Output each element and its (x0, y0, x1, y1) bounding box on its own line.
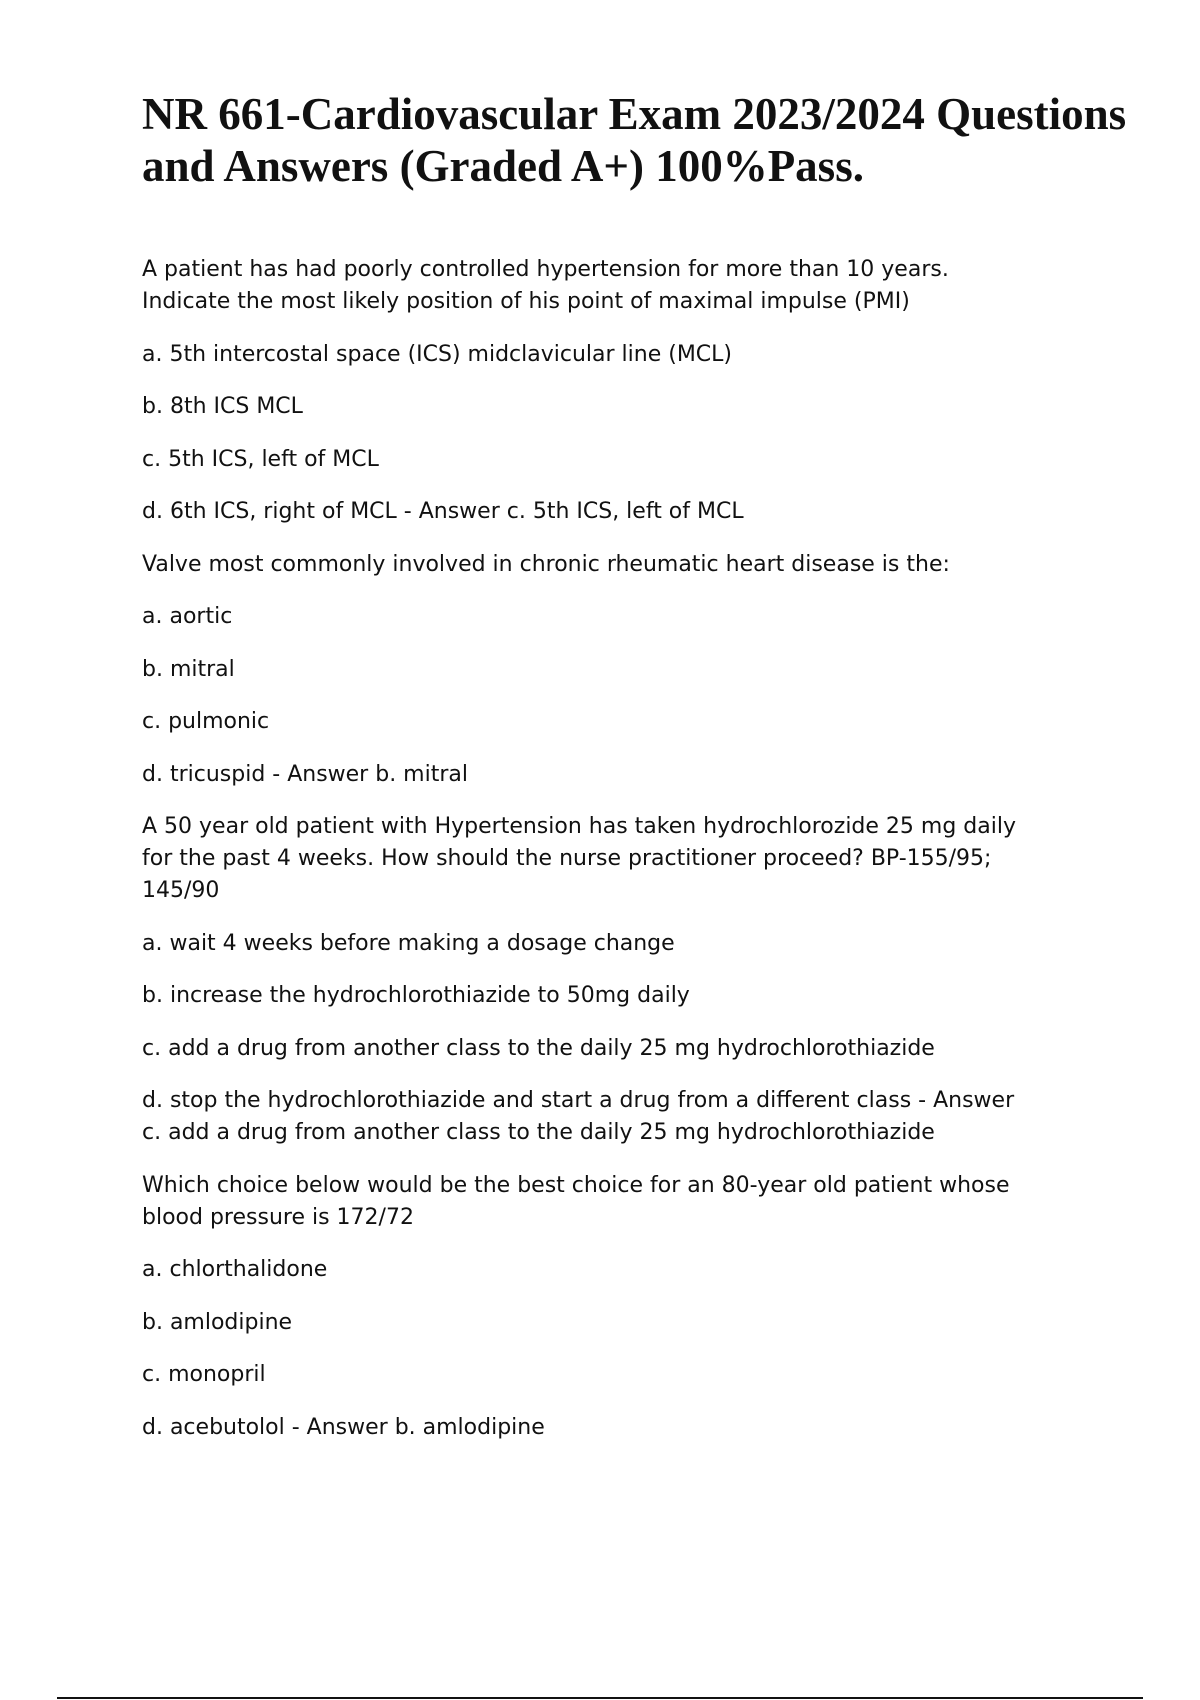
answer-option-1b: b. 8th ICS MCL (142, 394, 303, 419)
answer-option-3a: a. wait 4 weeks before making a dosage change (142, 930, 675, 956)
question-stem-1: A patient has had poorly controlled hypertension for more than 10 years. Indicate the most likely position of his point of maximal impulse (PMI) (142, 257, 949, 314)
question-stem-4: Which choice below would be the best choice for an 80-year old patient whose blood pressure is 172/72 (142, 1172, 1010, 1230)
answer-option-1d: d. 6th ICS, right of MCL - Answer c. 5th ICS, left of MCL (142, 499, 744, 524)
answer-option-4a: a. chlorthalidone (142, 1257, 328, 1282)
answer-option-1a: a. 5th intercostal space (ICS) midclavicular line (MCL) (142, 341, 733, 367)
question-list (142, 254, 1102, 1464)
question-stem-2: Valve most commonly involved in chronic rheumatic heart disease is the: (142, 551, 950, 577)
answer-option-2c: c. pulmonic (142, 709, 270, 734)
answer-option-2b: b. mitral (142, 656, 235, 682)
answer-option-2d: d. tricuspid - Answer b. mitral (142, 761, 468, 787)
document-title: NR 661-Cardiovascular Exam 2023/2024 Questions and Answers (Graded A+) 100%Pass. (142, 89, 1127, 191)
answer-option-4d: d. acebutolol - Answer b. amlodipine (142, 1414, 545, 1440)
answer-option-3b: b. increase the hydrochlorothiazide to 50mg daily (142, 983, 690, 1008)
question-stem-3: A 50 year old patient with Hypertension has taken hydrochlorozide 25 mg daily for the past 4 weeks. How should the nurse practitioner proceed? BP-155/95; 145/90 (142, 814, 1016, 903)
answer-option-3d: d. stop the hydrochlorothiazide and start a drug from a different class - Answer c. add a drug from another class to the daily 25 mg hydrochlorothiazide (142, 1088, 1015, 1145)
answer-option-2a: a. aortic (142, 604, 233, 629)
answer-option-1c: c. 5th ICS, left of MCL (142, 446, 379, 472)
answer-option-4c: c. monopril (142, 1362, 266, 1387)
answer-option-4b: b. amlodipine (142, 1309, 293, 1335)
answer-option-3c: c. add a drug from another class to the daily 25 mg hydrochlorothiazide (142, 1035, 935, 1061)
page-bottom-divider (57, 1697, 1143, 1699)
